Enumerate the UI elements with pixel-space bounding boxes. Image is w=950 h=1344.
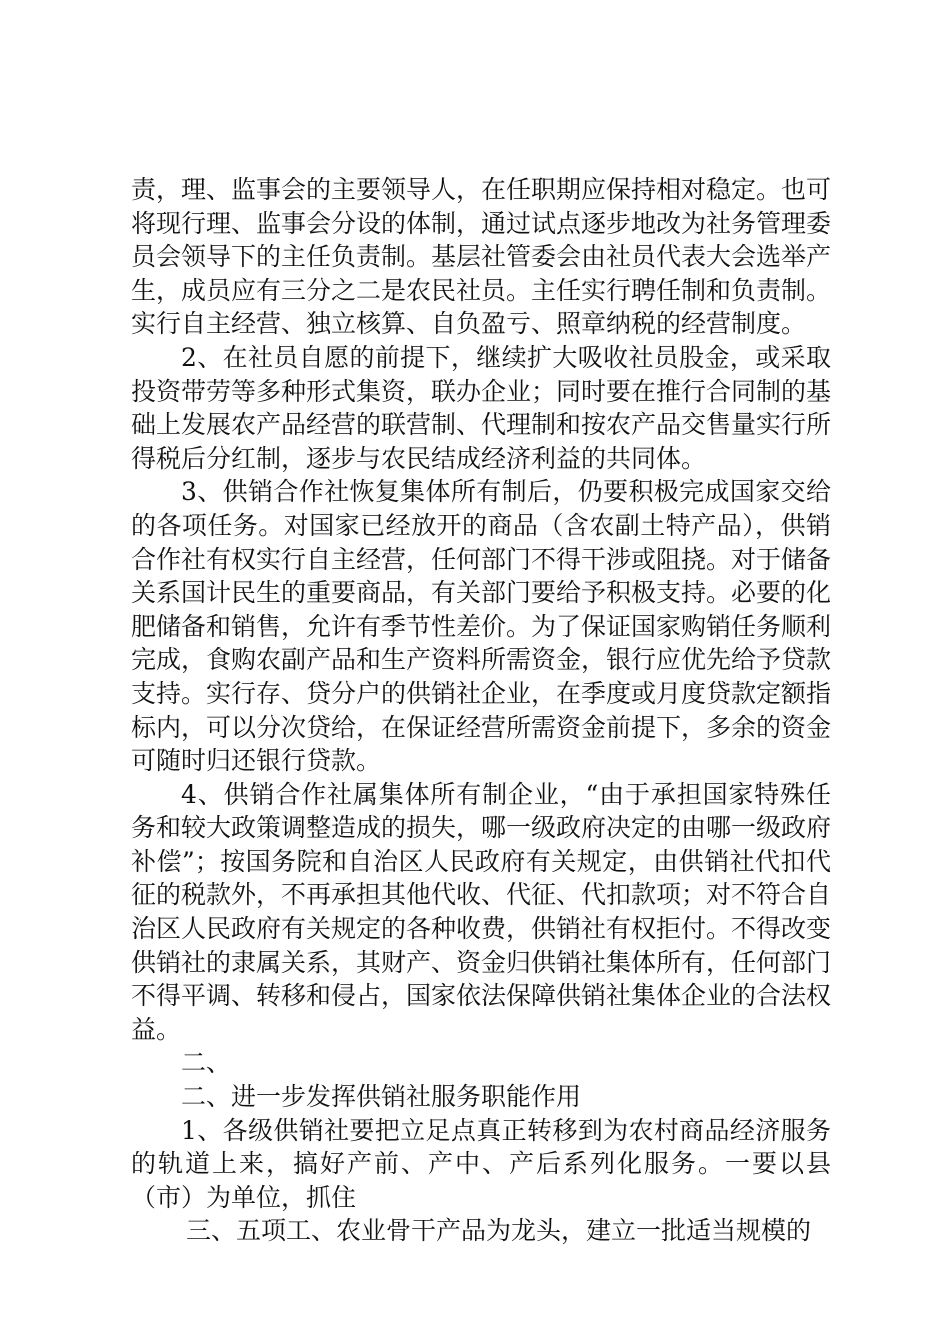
paragraph-1-continuation: 责，理、监事会的主要领导人，在任职期应保持相对稳定。也可将现行理、监事会分设的体制，通过试点逐步地改为社务管理委员会领导下的主任负责制。基层社管委会由社员代表大会选举产生，成员应有三分之二是农民社员。主任实行聘任制和负责制。实行自主经营、独立核算、自负盈亏、照章纳税的经营制度。 [131, 175, 832, 339]
paragraph-section2-continuation: 三、五项工、农业骨干产品为龙头，建立一批适当规模的 [186, 1216, 812, 1246]
paragraph-item-4: 4、供销合作社属集体所有制企业，“由于承担国家特殊任务和较大政策调整造成的损失，哪一级政府决定的由哪一级政府补偿”；按国务院和自治区人民政府有关规定，由供销社代扣代征的税款外，不再承担其他代收、代征、代扣款项；对不符合自治区人民政府有关规定的各种收费，供销社有权拒付。不得改变供销社的隶属关系，其财产、资金归供销社集体所有，任何部门不得平调、转移和侵占，国家依法保障供销社集体企业的合法权益。 [131, 779, 832, 1044]
section-heading-2: 二、进一步发挥供销社服务职能作用 [181, 1082, 582, 1112]
paragraph-item-2: 2、在社员自愿的前提下，继续扩大吸收社员股金，或采取投资带劳等多种形式集资，联办企业；同时要在推行合同制的基础上发展农产品经营的联营制、代理制和按农产品交售量实行所得税后分红制，逐步与农民结成经济利益的共同体。 [131, 342, 832, 473]
document-body [131, 173, 831, 1248]
section-marker: 二、 [181, 1048, 232, 1078]
paragraph-item-3: 3、供销合作社恢复集体所有制后，仍要积极完成国家交给的各项任务。对国家已经放开的商品（含农副土特产品），供销合作社有权实行自主经营，任何部门不得干涉或阻挠。对于储备关系国计民生的重要商品，有关部门要给予积极支持。必要的化肥储备和销售，允许有季节性差价。为了保证国家购销任务顺利完成，食购农副产品和生产资料所需资金，银行应优先给予贷款支持。实行存、贷分户的供销社企业，在季度或月度贷款定额指标内，可以分次贷给，在保证经营所需资金前提下，多余的资金可随时归还银行贷款。 [131, 477, 832, 776]
paragraph-section2-item-1: 1、各级供销社要把立足点真正转移到为农村商品经济服务的轨道上来，搞好产前、产中、产后系列化服务。一要以县（市）为单位，抓住 [131, 1115, 831, 1212]
